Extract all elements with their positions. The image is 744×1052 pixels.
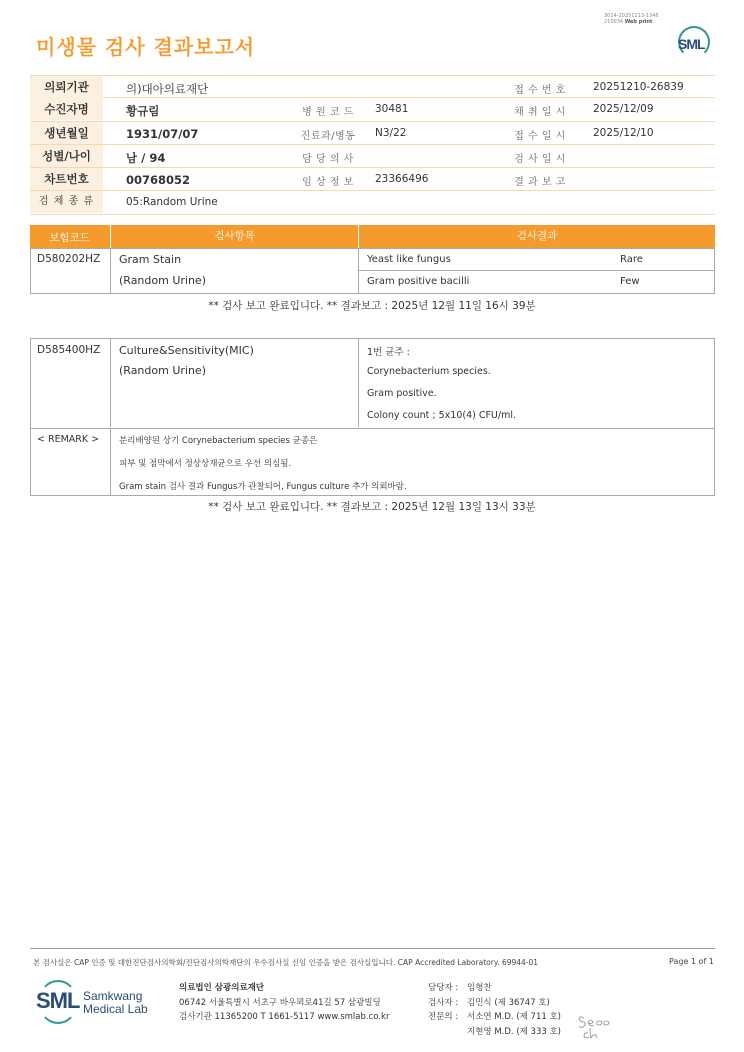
test2-code: D585400HZ (37, 344, 101, 356)
remark-line: 분리배양된 상기 Corynebacterium species 균종은 (119, 436, 318, 446)
footer-divider (30, 948, 715, 949)
info-label: 의뢰기관 (30, 76, 103, 98)
test2-specimen: (Random Urine) (119, 364, 206, 377)
patient-info-row (30, 122, 715, 145)
remark-line: Gram stain 검사 결과 Fungus가 관찰되어, Fungus culture 추가 의뢰바람. (119, 482, 407, 492)
staff-row (428, 1025, 561, 1040)
info-value: 30481 (375, 103, 409, 116)
patient-info (30, 75, 715, 215)
remark-line: 피부 및 점막에서 정상상재균으로 우선 의심됨. (119, 459, 292, 469)
test2-item: Culture&Sensitivity(MIC) (119, 344, 254, 357)
info-label: 생년월일 (30, 122, 103, 144)
staff-name: 임형찬 (467, 983, 492, 993)
test1-result-value: Rare (620, 254, 643, 265)
test2-complete-note: ** 검사 보고 완료입니다. ** 결과보고 : 2025년 12월 13일 13시 33분 (208, 501, 536, 513)
info-value: 남 / 94 (126, 150, 166, 165)
info-label: 접 수 번 호 (514, 85, 566, 96)
divider (110, 249, 111, 293)
patient-info-row (30, 168, 715, 191)
info-label: 성별/나이 (30, 145, 103, 167)
test1-complete-note: ** 검사 보고 완료입니다. ** 결과보고 : 2025년 12월 11일 16시 39분 (208, 300, 536, 312)
test2-table (30, 338, 715, 496)
test2-result-line: 1번 균주 : (367, 347, 410, 358)
info-label: 진료과/병동 (300, 130, 356, 142)
test2-result-line: Corynebacterium species. (367, 366, 491, 377)
staff-row (428, 996, 561, 1011)
staff-role: 검사자 : (428, 997, 459, 1008)
logo-text: SML (36, 988, 80, 1013)
info-label: 수진자명 (30, 98, 103, 120)
info-value: 2025/12/09 (593, 103, 654, 116)
patient-info-row (30, 75, 715, 98)
test1-result-name: Gram positive bacilli (367, 276, 470, 287)
divider (358, 339, 359, 427)
test1-item: Gram Stain (119, 253, 182, 266)
page-title: 미생물 검사 결과보고서 (36, 35, 256, 59)
org-contact: 검사기관 11365200 T 1661-5117 www.smlab.co.kr (179, 1012, 390, 1022)
info-label: 결 과 보 고 (514, 177, 566, 189)
staff-role: 전문의 : (428, 1012, 459, 1022)
info-label: 채 취 일 시 (514, 107, 566, 119)
info-label: 임 상 정 보 (302, 177, 354, 189)
sml-logo (676, 26, 714, 60)
header-result: 검사결과 (358, 225, 715, 248)
info-value: 2025/12/10 (593, 126, 654, 139)
test1-result-value: Few (620, 276, 640, 287)
header-item: 검사항목 (110, 225, 358, 248)
divider (358, 270, 714, 271)
info-label: 병 원 코 드 (302, 107, 354, 119)
patient-info-row (30, 145, 715, 168)
patient-info-row (30, 191, 715, 214)
info-label: 검 사 일 시 (514, 153, 566, 165)
test2-result-line: Gram positive. (367, 388, 437, 399)
test1-table (30, 248, 715, 294)
print-meta-id: 3014-20251213-1346 (604, 13, 659, 19)
info-label: 차트번호 (30, 168, 103, 190)
samkwang-logo (36, 980, 161, 1028)
signature-1 (579, 1017, 609, 1028)
remark-label: < REMARK > (37, 434, 100, 445)
logo-name-line1: Samkwang (83, 989, 143, 1003)
header-code: 보험코드 (49, 232, 90, 244)
print-meta-line2 (604, 19, 659, 25)
signature-2 (584, 1028, 597, 1038)
logo-name (83, 990, 148, 1016)
print-meta (604, 13, 659, 25)
info-value: 1931/07/07 (126, 126, 199, 141)
staff-name: 김민식 (제 36747 호) (467, 997, 550, 1008)
org-address: 06742 서울특별시 서초구 바우뫼로41길 57 삼광빌딩 (179, 997, 381, 1008)
staff-name: 서소연 M.D. (제 711 호) (467, 1012, 562, 1022)
info-value: 20251210-26839 (593, 81, 684, 93)
divider (358, 249, 359, 293)
test1-result-name: Yeast like fungus (367, 254, 451, 265)
info-value: 황규림 (126, 104, 160, 119)
test1-specimen: (Random Urine) (119, 274, 206, 287)
result-table-header (30, 225, 715, 248)
info-value: 05:Random Urine (126, 196, 218, 209)
info-value: 23366496 (375, 173, 429, 186)
divider (110, 429, 111, 495)
info-label: 담 당 의 사 (302, 153, 354, 165)
test1-code: D580202HZ (37, 253, 101, 265)
staff-row (428, 981, 561, 996)
info-value: N3/22 (375, 126, 407, 139)
staff-info (428, 981, 561, 1039)
divider (110, 339, 111, 427)
staff-role: 담당자 : (428, 983, 459, 993)
logo-text: SML (678, 36, 705, 52)
signatures (578, 1012, 618, 1040)
patient-info-row (30, 98, 715, 121)
org-name: 의료법인 삼광의료재단 (179, 983, 265, 993)
page-number: Page 1 of 1 (669, 957, 714, 966)
logo-name-line2: Medical Lab (83, 1002, 148, 1016)
staff-row (428, 1010, 561, 1025)
web-print-label: Web print (624, 19, 653, 25)
test2-result-line: Colony count ; 5x10(4) CFU/ml. (367, 410, 516, 421)
divider (31, 428, 714, 429)
info-label: 접 수 일 시 (514, 130, 566, 142)
cap-cert-text: 본 검사실은 CAP 인증 및 대한진단검사의학회/진단검사의학재단의 우수검사실 신임 인증을 받은 검사실입니다. CAP Accredited Laboratory. 69944-01 (33, 958, 539, 967)
staff-name: 지현영 M.D. (제 333 호) (467, 1026, 562, 1037)
info-value: 의)대아의료재단 (126, 82, 209, 96)
print-meta-code: 210034 (604, 19, 624, 25)
org-info (179, 981, 389, 1025)
info-value: 00768052 (126, 173, 191, 188)
info-label: 검 체 종 류 (30, 191, 103, 213)
